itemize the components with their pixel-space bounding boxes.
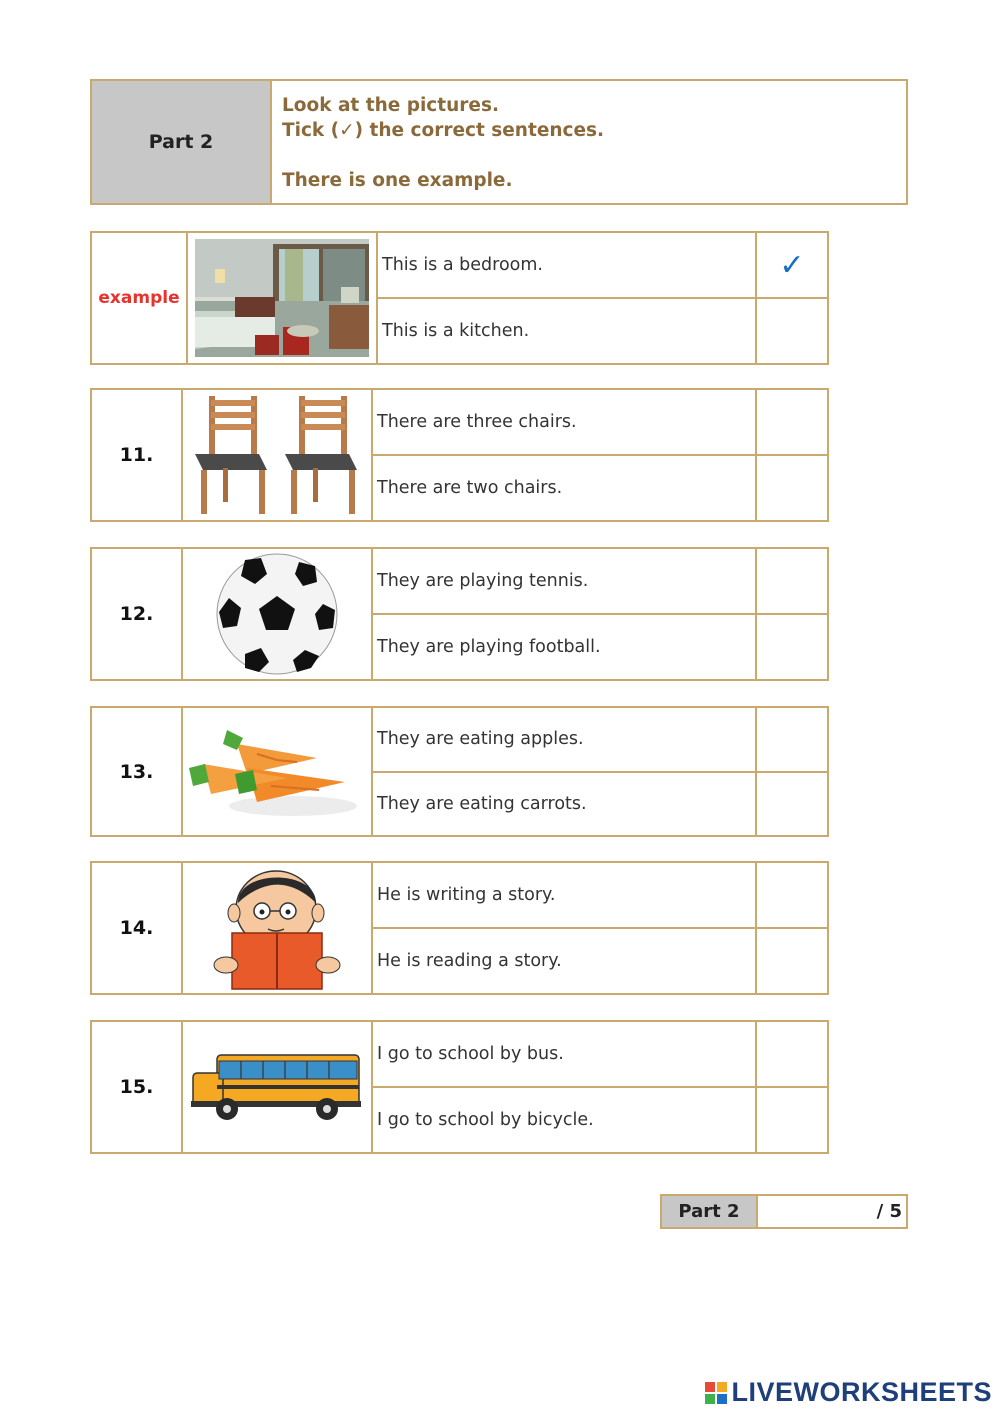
tick-box[interactable] <box>757 297 827 363</box>
carrots-picture <box>183 708 373 835</box>
tick-column <box>757 549 827 679</box>
sentence-option: I go to school by bicycle. <box>373 1086 755 1152</box>
sentences <box>373 708 757 835</box>
sentence-option: They are playing football. <box>373 613 755 679</box>
tick-column <box>757 390 827 520</box>
sentence-option: This is a kitchen. <box>378 297 755 363</box>
part-label: Part 2 <box>92 81 272 203</box>
instructions-text <box>272 81 906 203</box>
tick-box[interactable] <box>757 613 827 679</box>
sentences <box>373 390 757 520</box>
two-chairs-picture <box>183 390 373 520</box>
school-bus-picture <box>183 1022 373 1152</box>
sentence-option: This is a bedroom. <box>382 255 543 275</box>
question-15 <box>90 1020 829 1154</box>
tick-box[interactable] <box>757 549 827 613</box>
sentences <box>373 549 757 679</box>
question-12 <box>90 547 829 681</box>
question-example <box>90 231 829 365</box>
tick-box[interactable] <box>757 771 827 836</box>
boy-reading-picture <box>183 863 373 993</box>
tick-box[interactable] <box>757 708 827 771</box>
score-value: / 5 <box>876 1201 902 1222</box>
question-number: 13. <box>92 708 183 835</box>
tick-box[interactable] <box>757 1086 827 1152</box>
instruction-line-1: Look at the pictures. <box>282 95 499 116</box>
question-number: 14. <box>92 863 183 993</box>
question-14 <box>90 861 829 995</box>
sentence-option: He is writing a story. <box>377 885 556 905</box>
tick-box[interactable] <box>757 390 827 454</box>
instruction-line-2: Tick (✓) the correct sentences. <box>282 120 605 141</box>
question-number: 15. <box>92 1022 183 1152</box>
sentence-option: They are eating carrots. <box>373 771 755 836</box>
tick-box[interactable] <box>757 927 827 993</box>
sentence-option: They are playing tennis. <box>377 571 589 591</box>
tick-box[interactable] <box>757 233 827 297</box>
score-label: Part 2 <box>662 1196 758 1227</box>
sentences <box>378 233 757 363</box>
sentence-option: I go to school by bus. <box>377 1044 564 1064</box>
instructions-header <box>90 79 908 205</box>
question-13 <box>90 706 829 837</box>
tick-box[interactable] <box>757 863 827 927</box>
score-box <box>660 1194 908 1229</box>
tick-column <box>757 708 827 835</box>
brand-logo-icon <box>705 1382 727 1404</box>
instruction-line-3: There is one example. <box>282 170 513 191</box>
sentences <box>373 1022 757 1152</box>
tick-column <box>757 233 827 363</box>
sentence-option: There are two chairs. <box>373 454 755 520</box>
sentences <box>373 863 757 993</box>
tick-box[interactable] <box>757 454 827 520</box>
bedroom-picture <box>188 233 378 363</box>
question-11 <box>90 388 829 522</box>
question-number: 12. <box>92 549 183 679</box>
brand-name: LIVEWORKSHEETS <box>731 1377 992 1407</box>
football-picture <box>183 549 373 679</box>
sentence-option: He is reading a story. <box>373 927 755 993</box>
example-label: example <box>92 233 188 363</box>
question-number: 11. <box>92 390 183 520</box>
sentence-option: There are three chairs. <box>377 412 577 432</box>
tick-column <box>757 863 827 993</box>
liveworksheets-logo <box>705 1377 992 1408</box>
tick-mark: ✓ <box>779 247 805 283</box>
sentence-option: They are eating apples. <box>377 729 584 750</box>
tick-column <box>757 1022 827 1152</box>
tick-box[interactable] <box>757 1022 827 1086</box>
